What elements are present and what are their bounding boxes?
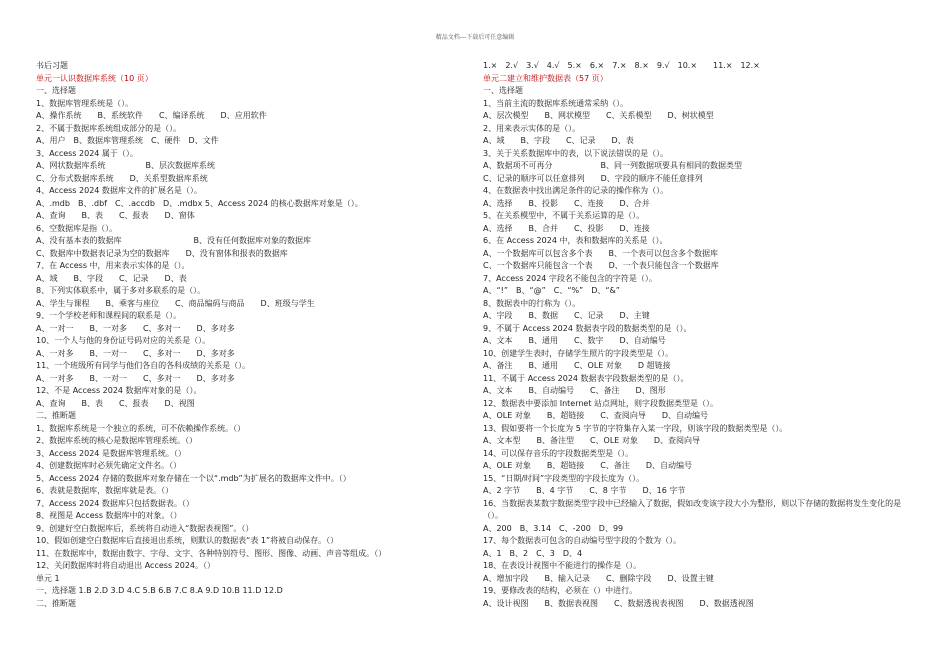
- right-text-line: A、“!” B、“@” C、“%” D、“&”: [483, 286, 620, 295]
- right-text-line: 13、假如要将一个长度为 5 字节的字符集存入某一字段，则该字段的数据类型是（）。: [483, 423, 788, 433]
- right-text-line: A、字段 B、数据 C、记录 D、主键: [483, 311, 650, 320]
- right-text-line: 一、选择题: [483, 86, 523, 95]
- right-text-line: A、200 B、3.14 C、-200 D、99: [483, 523, 624, 533]
- right-text-line: C、记录的顺序可以任意排列 D、字段的顺序不能任意排列: [483, 173, 703, 183]
- right-column: [483, 60, 915, 610]
- right-text-line: A、选择 B、合并 C、投影 D、连接: [483, 223, 650, 233]
- left-text-line: 1、数据库系统是一个独立的系统，可不依赖操作系统。（）: [36, 423, 246, 433]
- right-text-line: A、备注 B、通用 C、OLE 对象 D 超链接: [483, 361, 671, 370]
- right-text-line: A、数据项不可再分 B、同一列数据项要具有相同的数据类型: [483, 161, 742, 170]
- right-text-line: A、OLE 对象 B、超链接 C、查阅向导 D、自动编号: [483, 411, 709, 420]
- right-text-line: 5、在关系模型中，不属于关系运算的是（）。: [483, 211, 645, 220]
- left-text-line: A、学生与课程 B、乘客与座位 C、商品编码与商品 D、班级与学生: [36, 298, 315, 308]
- left-text-line: 10、假如创建空白数据库后直接退出系统，则默认的数据表“表 1”将被自动保存。（）: [36, 536, 339, 545]
- left-text-line: 8、下列实体联系中，属于多对多联系的是（）。: [36, 286, 206, 295]
- right-text-line: 12、数据表中要添加 Internet 站点网址，则字段数据类型是（）。: [483, 398, 719, 408]
- left-text-line: 3、Access 2024 属于（）。: [36, 148, 138, 158]
- right-text-line: A、文本 B、通用 C、数字 D、自动编号: [483, 336, 666, 345]
- right-text-line: 17、每个数据表可包含的自动编号型字段的个数为（）。: [483, 536, 682, 545]
- left-text-line: 1、数据库管理系统是（）。: [36, 98, 134, 108]
- left-text-line: 一、选择题: [36, 86, 76, 95]
- right-text-line: A、层次模型 B、网状模型 C、关系模型 D、树状模型: [483, 111, 714, 120]
- right-text-line: A、文本 B、自动编号 C、备注 D、图形: [483, 386, 666, 395]
- left-text-line: A、查询 B、表 C、报表 D、视图: [36, 398, 195, 408]
- left-text-line: 10、一个人与他的身份证号码对应的关系是（）。: [36, 336, 211, 345]
- right-text-line: 3、关于关系数据库中的表，以下说法错误的是（）。: [483, 148, 669, 158]
- right-text-line: 2、用来表示实体的是（）。: [483, 123, 581, 133]
- left-text-line: 7、在 Access 中，用来表示实体的是（）。: [36, 261, 190, 270]
- right-text-line: A、2 字节 B、4 字节 C、8 字节 D、16 字节: [483, 486, 686, 495]
- right-text-line: A、域 B、字段 C、记录 D、表: [483, 136, 634, 145]
- right-text-line: 19、要修改表的结构，必须在（）中进行。: [483, 586, 638, 595]
- right-text-line: 单元二建立和维护数据表（57 页）: [483, 73, 608, 83]
- right-text-line: A、增加字段 B、输入记录 C、删除字段 D、设置主键: [483, 573, 714, 583]
- right-text-line: A、设计视图 B、数据表视图 C、数据透视表视图 D、数据透视图: [483, 598, 754, 608]
- left-text-line: 2、不属于数据库系统组成部分的是（）。: [36, 123, 182, 133]
- left-text-line: 2、数据库系统的核心是数据库管理系统。（）: [36, 436, 198, 445]
- left-text-line: A、网状数据库系统 B、层次数据库系统: [36, 161, 215, 170]
- left-text-line: 二、推断题: [36, 411, 76, 420]
- right-text-line: 15、“日期/时间”字段类型的字段长度为（）。: [483, 473, 645, 483]
- right-text-line: 7、Access 2024 字段名不能包含的字符是（）。: [483, 273, 657, 283]
- left-text-line: A、一对一 B、一对多 C、多对一 D、多对多: [36, 323, 235, 333]
- right-text-line: 9、不属于 Access 2024 数据表字段的数据类型的是（）。: [483, 323, 692, 333]
- left-text-line: 7、Access 2024 数据库只包括数据表。（）: [36, 498, 194, 508]
- left-text-line: 11、一个班级所有同学与他们各自的各科成绩的关系是（）。: [36, 361, 251, 370]
- left-text-line: 一、选择题 1.B 2.D 3.D 4.C 5.B 6.B 7.C 8.A 9.D 10.B 11.D 12.D: [36, 586, 283, 595]
- left-text-line: C、分布式数据库系统 D、关系型数据库系统: [36, 173, 208, 183]
- left-text-line: A、.mdb B、.dbf C、.accdb D、.mdbx 5、Access 2024 的核心数据库对象是（）。: [36, 198, 363, 208]
- right-text-line: C、一个数据库只能包含一个表 D、一个表只能包含一个数据库: [483, 261, 719, 270]
- left-text-line: A、操作系统 B、系统软件 C、编译系统 D、应用软件: [36, 111, 267, 120]
- left-text-line: 5、Access 2024 存储的数据库对象存储在一个以“.mdb”为扩展名的数据库文件中。（）: [36, 473, 351, 483]
- right-text-line: 11、不属于 Access 2024 数据表字段数据类型的是（）。: [483, 373, 689, 383]
- right-text-line: 18、在表设计视图中不能进行的操作是（）。: [483, 561, 642, 570]
- left-text-line: 6、表就是数据库，数据库就是表。（）: [36, 486, 174, 495]
- left-text-line: 3、Access 2024 是数据库管理系统。（）: [36, 448, 186, 458]
- left-text-line: A、查询 B、表 C、报表 D、窗体: [36, 211, 195, 220]
- right-text-line: 4、在数据表中找出满足条件的记录的操作称为（）。: [483, 186, 669, 195]
- left-text-line: 6、空数据库是指（）。: [36, 223, 118, 233]
- right-text-line: 8、数据表中的行称为（）。: [483, 298, 581, 308]
- left-text-line: 9、一个学校老师和课程间的联系是（）。: [36, 311, 182, 320]
- left-text-line: 二、推断题: [36, 598, 76, 608]
- right-text-line: 16、当数据表某数字数据类型字段中已经输入了数据，假如改变该字段大小为整形，则以下存储的数据将发生变化的是（）。: [483, 498, 902, 520]
- left-column: [36, 60, 456, 610]
- left-text-line: A、用户 B、数据库管理系统 C、硬件 D、文件: [36, 136, 219, 145]
- right-text-line: A、文本型 B、备注型 C、OLE 对象 D、查阅向导: [483, 436, 701, 445]
- right-text-line: 10、创建学生表时，存储学生照片的字段类型是（）。: [483, 348, 674, 358]
- left-text-line: 单元一认识数据库系统（10 页）: [36, 73, 153, 83]
- left-text-line: 12、关闭数据库时将自动退出 Access 2024。（）: [36, 561, 216, 570]
- left-text-line: 单元 1: [36, 573, 60, 583]
- right-text-line: A、OLE 对象 B、超链接 C、备注 D、自动编号: [483, 461, 693, 470]
- left-text-line: C、数据库中数据表记录为空的数据库 D、没有窗体和报表的数据库: [36, 248, 288, 258]
- right-text-line: 6、在 Access 2024 中，表和数据库的关系是（）。: [483, 236, 668, 245]
- page-header: 精品文档---下载后可任意编辑: [435, 34, 515, 41]
- right-text-line: 14、可以保存音乐的字段数据类型是（）。: [483, 448, 634, 458]
- right-text-line: A、一个数据库可以包含多个表 B、一个表可以包含多个数据库: [483, 248, 718, 258]
- left-text-line: A、一对多 B、一对一 C、多对一 D、多对多: [36, 348, 235, 358]
- left-text-line: A、一对多 B、一对一 C、多对一 D、多对多: [36, 373, 235, 383]
- right-text-line: A、选择 B、投影 C、连接 D、合并: [483, 198, 650, 208]
- left-text-line: 4、创建数据库时必须先确定文件名。（）: [36, 461, 182, 470]
- right-text-line: A、1 B、2 C、3 D、4: [483, 548, 583, 558]
- left-text-line: 9、创建好空白数据库后，系统将自动进入“数据表视图”。（）: [36, 523, 254, 533]
- left-text-line: A、域 B、字段 C、记录 D、表: [36, 273, 187, 283]
- left-text-line: 书后习题: [36, 61, 68, 70]
- left-text-line: 12、不是 Access 2024 数据库对象的是（）。: [36, 386, 202, 395]
- left-text-line: 8、视图是 Access 数据库中的对象。（）: [36, 511, 182, 520]
- left-text-line: 4、Access 2024 数据库文件的扩展名是（）。: [36, 186, 202, 195]
- right-text-line: 1.× 2.√ 3.√ 4.√ 5.× 6.× 7.× 8.× 9.√ 10.× 11.× 12.×: [483, 61, 760, 70]
- left-text-line: A、没有基本表的数据库 B、没有任何数据库对象的数据库: [36, 236, 311, 245]
- right-text-line: 1、当前主流的数据库系统通常采纳（）。: [483, 98, 629, 108]
- left-text-line: 11、在数据库中，数据由数字、字母、文字、各种特别符号、图形、图像、动画、声音等组成。（）: [36, 548, 387, 558]
